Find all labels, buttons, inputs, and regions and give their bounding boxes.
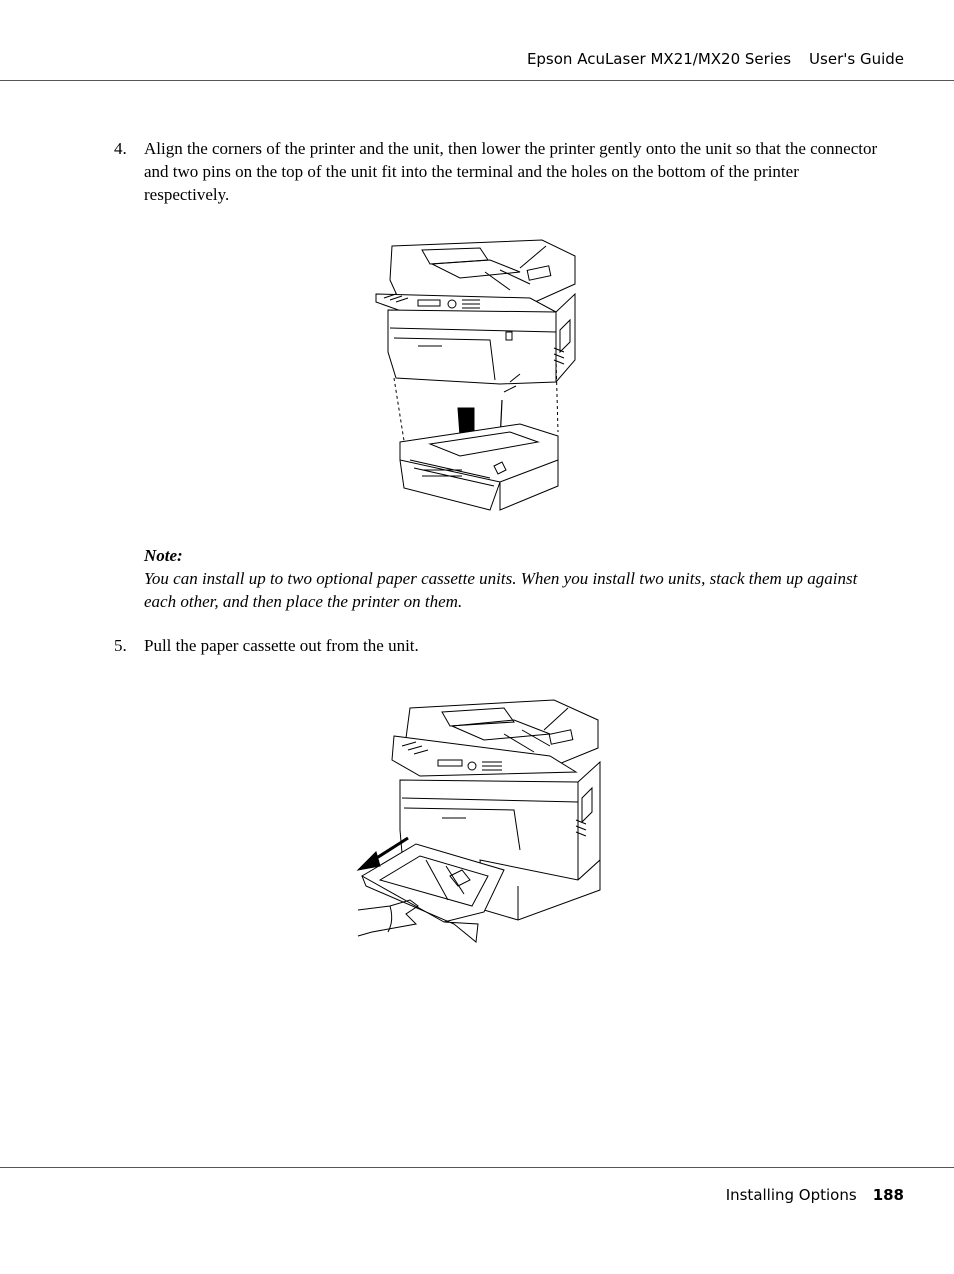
note-title: Note: — [144, 546, 183, 565]
step-4 — [114, 137, 884, 207]
illustration-printer-onto-unit — [370, 232, 580, 517]
header-guide-title: User's Guide — [809, 50, 904, 68]
running-header — [527, 50, 904, 68]
header-product-title: Epson AcuLaser MX21/MX20 Series — [526, 50, 792, 68]
footer-rule — [0, 1167, 954, 1168]
header-rule — [0, 80, 954, 81]
note-text: You can install up to two optional paper cassette units. When you install two units, stack them up against each other, and then place the printer on them. — [144, 569, 858, 611]
footer-section-name: Installing Options — [725, 1186, 857, 1204]
step-5 — [114, 634, 884, 658]
step-text: Pull the paper cassette out from the unit. — [144, 636, 419, 655]
page-number: 188 — [872, 1186, 904, 1204]
step-number: 4. — [114, 139, 127, 158]
step-number: 5. — [114, 636, 127, 655]
note-box — [144, 544, 889, 614]
step-text: Align the corners of the printer and the unit, then lower the printer gently onto the unit so that the connector and two pins on the top of the unit fit into the terminal and the holes on the bottom of the printer respectively. — [144, 139, 878, 204]
running-footer — [726, 1186, 904, 1204]
illustration-pull-cassette — [354, 680, 604, 950]
